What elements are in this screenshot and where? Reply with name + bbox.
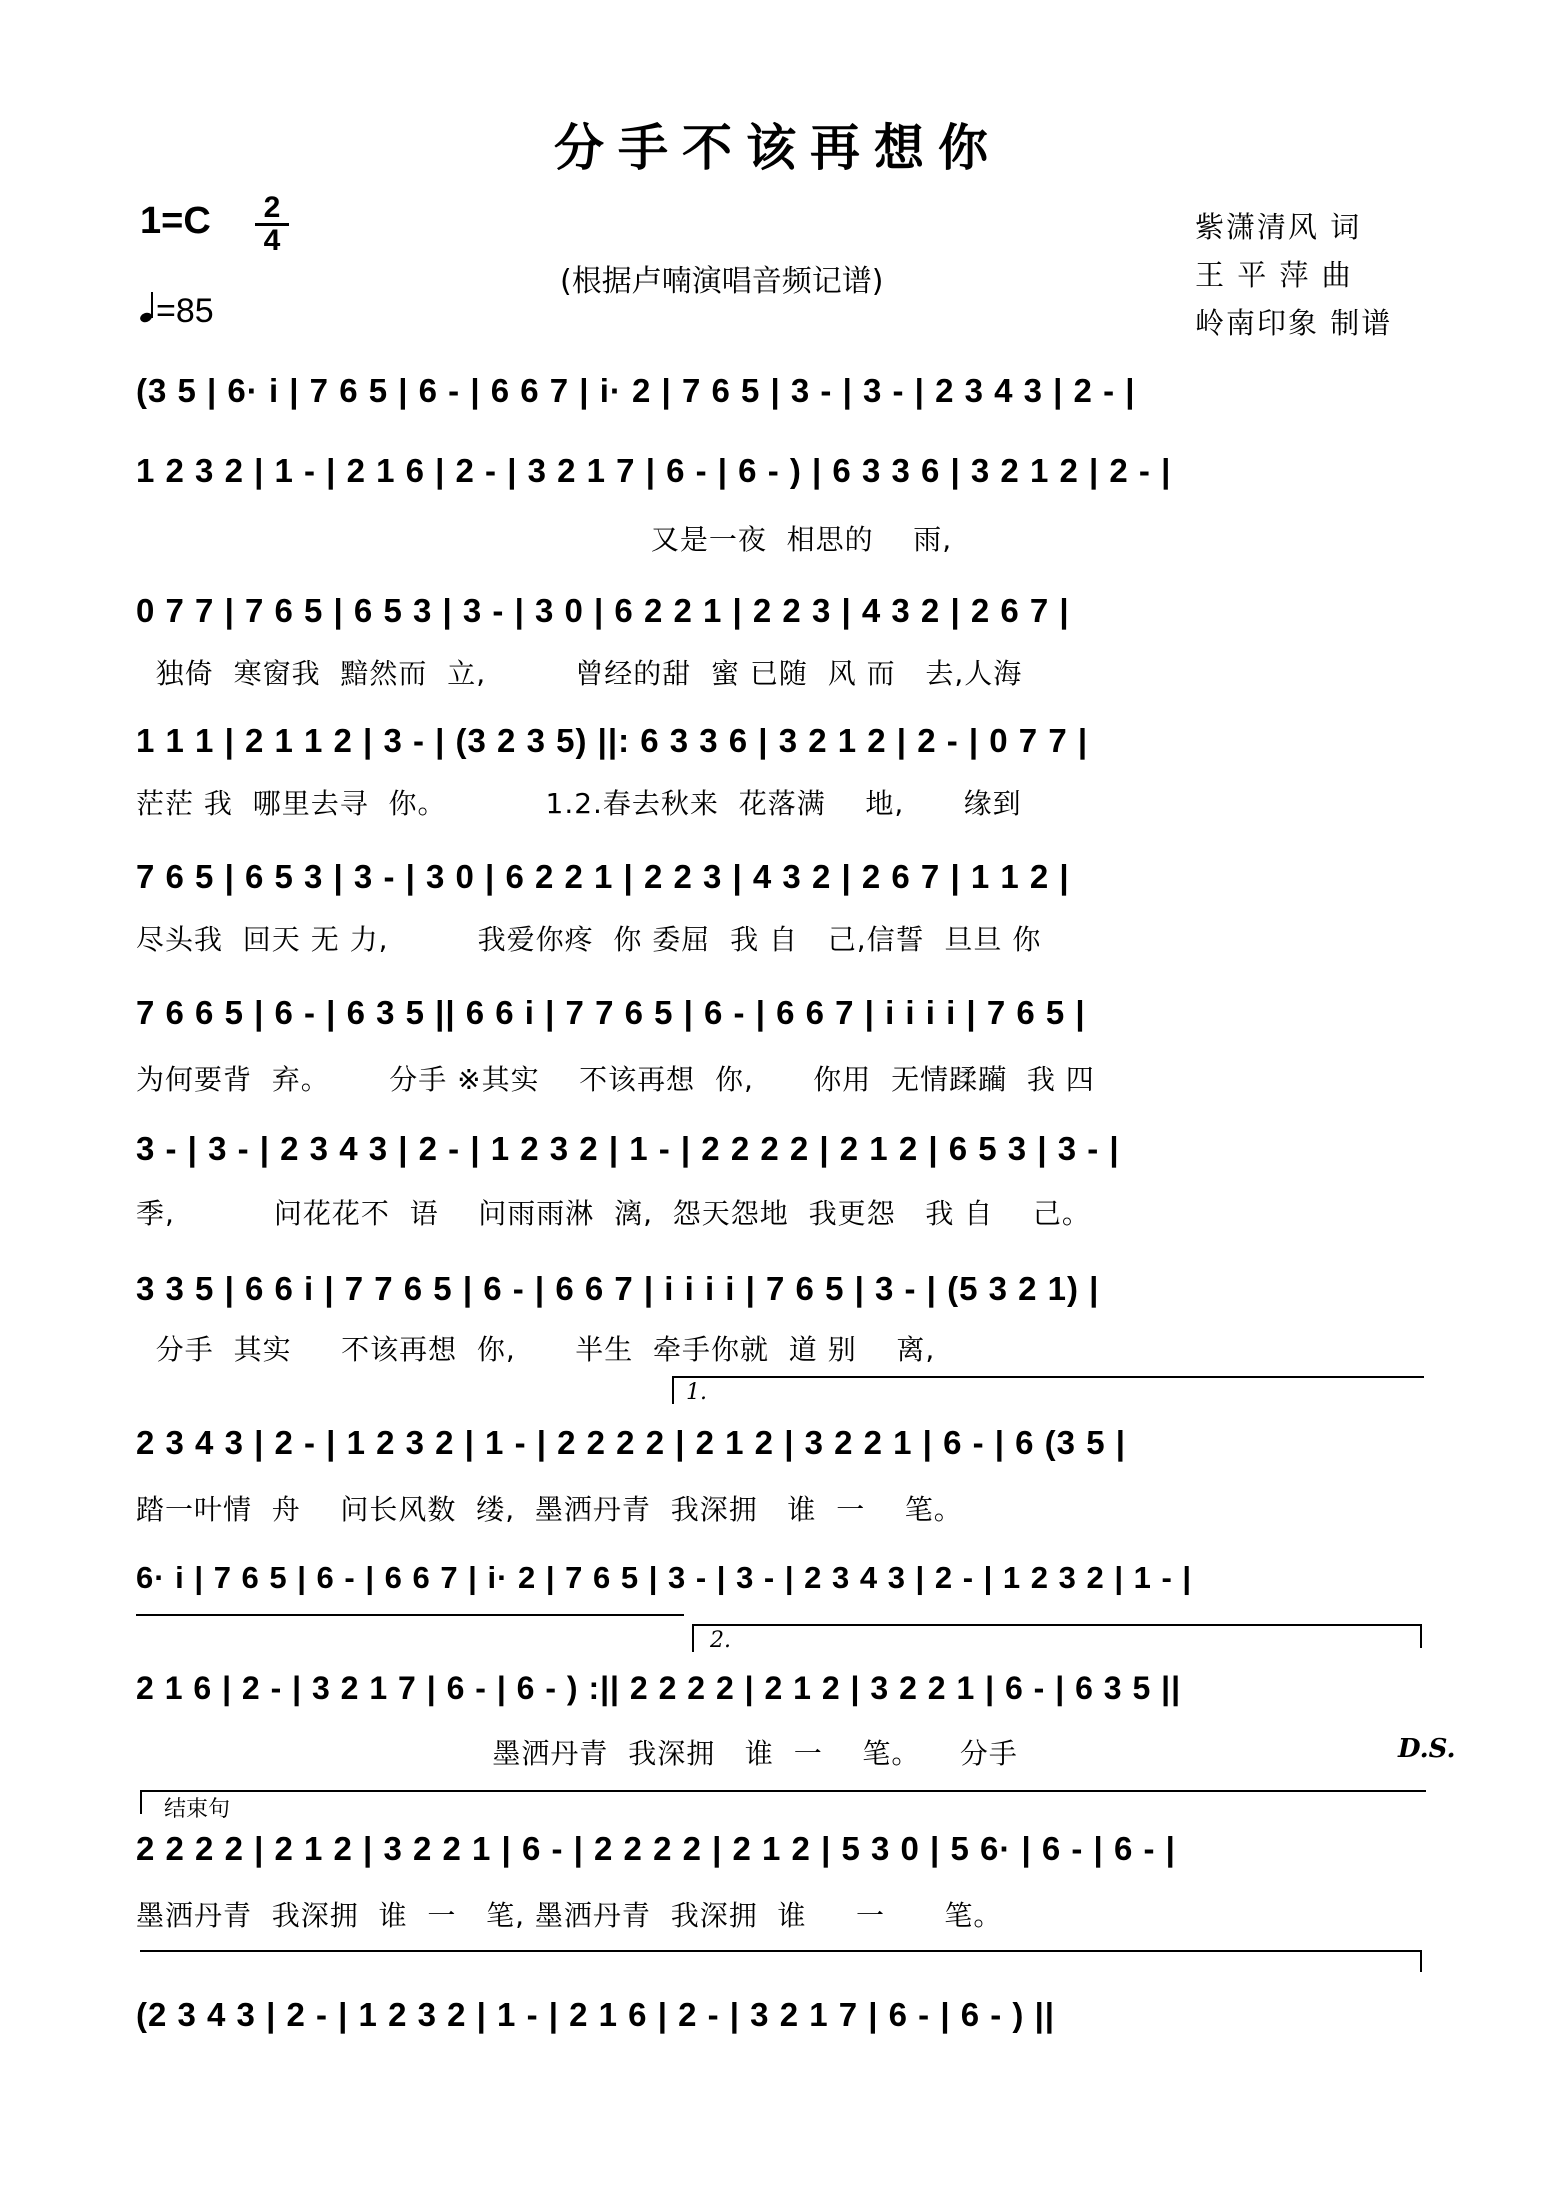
- system-12-lyrics: 墨洒丹青 我深拥 谁 一 笔, 墨洒丹青 我深拥 谁 一 笔。: [136, 1899, 1003, 1932]
- system-6-lyrics: 为何要背 弃。 分手 ※其实 不该再想 你, 你用 无情蹂躏 我 四: [136, 1063, 1095, 1096]
- tempo-mark: [140, 292, 214, 331]
- system-9-lyrics: 踏一叶情 舟 问长风数 缕, 墨洒丹青 我深拥 谁 一 笔。: [136, 1493, 963, 1526]
- ending-line: [140, 1790, 1426, 1792]
- ending-hook: [140, 1790, 142, 1814]
- score-title: 分手不该再想你: [554, 118, 1002, 177]
- system-5-notes: 7 6 5 | 6 5 3 | 3 - | 3 0 | 6 2 2 1 | 2 2 3 | 4 3 2 | 2 6 7 | 1 1 2 |: [136, 858, 1070, 895]
- tempo-value: =85: [156, 292, 214, 330]
- system-11-notes: 2 1 6 | 2 - | 3 2 1 7 | 6 - | 6 - ) :|| 2 2 2 2 | 2 1 2 | 3 2 2 1 | 6 - | 6 3 5 ||: [136, 1670, 1182, 1706]
- volta-2-hook: [692, 1624, 694, 1652]
- system-7-lyrics: 季, 问花花不 语 问雨雨淋 漓, 怨天怨地 我更怨 我 自 己。: [136, 1197, 1091, 1230]
- coda-end-hook: [1420, 1950, 1422, 1972]
- credits: [1195, 203, 1392, 347]
- system-7-notes: 3 - | 3 - | 2 3 4 3 | 2 - | 1 2 3 2 | 1 - | 2 2 2 2 | 2 1 2 | 6 5 3 | 3 - |: [136, 1130, 1120, 1167]
- volta-1-hook: [672, 1376, 674, 1404]
- volta-2-label: 2.: [710, 1628, 731, 1653]
- system-9-notes: 2 3 4 3 | 2 - | 1 2 3 2 | 1 - | 2 2 2 2 | 2 1 2 | 3 2 2 1 | 6 - | 6 (3 5 |: [136, 1424, 1126, 1461]
- system-12-notes: 2 2 2 2 | 2 1 2 | 3 2 2 1 | 6 - | 2 2 2 2 | 2 1 2 | 5 3 0 | 5 6· | 6 - | 6 - |: [136, 1830, 1176, 1867]
- system-2-lyrics: 又是一夜 相思的 雨,: [136, 523, 953, 556]
- coda-line: [140, 1950, 1422, 1952]
- meter-top: 2: [263, 191, 281, 224]
- system-3-lyrics: 独倚 寒窗我 黯然而 立, 曾经的甜 蜜 已随 风 而 去,人海: [136, 657, 1023, 690]
- system-13-notes: (2 3 4 3 | 2 - | 1 2 3 2 | 1 - | 2 1 6 | 2 - | 3 2 1 7 | 6 - | 6 - ) ||: [136, 1996, 1056, 2033]
- system-5-lyrics: 尽头我 回天 无 力, 我爱你疼 你 委屈 我 自 己,信誓 旦旦 你: [136, 923, 1042, 956]
- system-11-lyrics: 墨洒丹青 我深拥 谁 一 笔。 分手: [136, 1737, 1018, 1770]
- volta-2-pre-line: [136, 1614, 684, 1616]
- system-4-notes: 1 1 1 | 2 1 1 2 | 3 - | (3 2 3 5) ||: 6 3 3 6 | 3 2 1 2 | 2 - | 0 7 7 |: [136, 722, 1089, 759]
- system-6-notes: 7 6 6 5 | 6 - | 6 3 5 || 6 6 i | 7 7 6 5 | 6 - | 6 6 7 | i i i i | 7 6 5 |: [136, 994, 1086, 1031]
- system-8-lyrics: 分手 其实 不该再想 你, 半生 牵手你就 道 别 离,: [136, 1333, 936, 1366]
- system-8-notes: 3 3 5 | 6 6 i | 7 7 6 5 | 6 - | 6 6 7 | i i i i | 7 6 5 | 3 - | (5 3 2 1) |: [136, 1270, 1100, 1307]
- system-10-notes: 6· i | 7 6 5 | 6 - | 6 6 7 | i· 2 | 7 6 5 | 3 - | 3 - | 2 3 4 3 | 2 - | 1 2 3 2 | 1 - |: [136, 1560, 1193, 1595]
- arranger-credit: 岭南印象 制谱: [1195, 306, 1393, 340]
- score-subtitle: (根据卢喃演唱音频记谱): [560, 264, 884, 299]
- time-signature: [255, 193, 289, 256]
- note-stem: [151, 292, 153, 318]
- meter-bottom: 4: [263, 224, 281, 257]
- volta-2-line: [692, 1624, 1422, 1626]
- system-3-notes: 0 7 7 | 7 6 5 | 6 5 3 | 3 - | 3 0 | 6 2 2 1 | 2 2 3 | 4 3 2 | 2 6 7 |: [136, 592, 1070, 629]
- ending-label: 结束句: [164, 1797, 231, 1822]
- volta-1-label: 1.: [686, 1380, 707, 1405]
- key-signature: 1=C: [140, 200, 211, 242]
- system-2-notes: 1 2 3 2 | 1 - | 2 1 6 | 2 - | 3 2 1 7 | 6 - | 6 - ) | 6 3 3 6 | 3 2 1 2 | 2 - |: [136, 452, 1172, 489]
- volta-1-line: [672, 1376, 1424, 1378]
- system-4-lyrics: 茫茫 我 哪里去寻 你。 1.2.春去秋来 花落满 地, 缘到: [136, 787, 1022, 820]
- ds-mark: D.S.: [1398, 1734, 1456, 1764]
- volta-2-end-hook: [1420, 1624, 1422, 1648]
- system-1-notes: (3 5 | 6· i | 7 6 5 | 6 - | 6 6 7 | i· 2 | 7 6 5 | 3 - | 3 - | 2 3 4 3 | 2 - |: [136, 372, 1136, 409]
- lyricist-credit: 紫潇清风 词: [1195, 210, 1362, 244]
- composer-credit: 王 平 萍 曲: [1195, 258, 1353, 292]
